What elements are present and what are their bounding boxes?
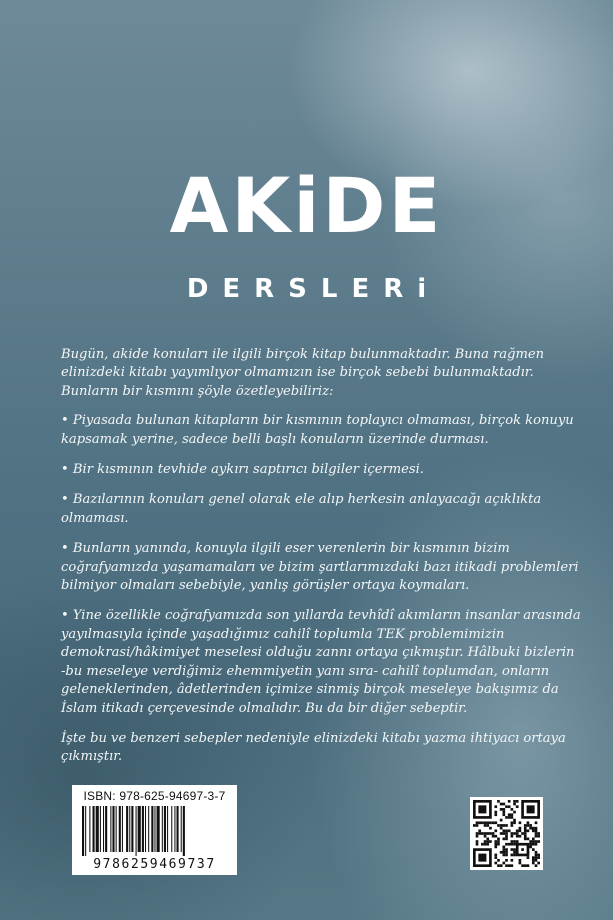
blurb-item: • Piyasada bulunan kitapların bir kısmının toplayıcı olmaması, birçok konuyu kapsamak yerine, sadece belli başlı konuların üzerinde durması. [61, 413, 574, 447]
blurb-item: • Bunların yanında, konuyla ilgili eser verenlerin bir kısmının bizim coğrafyamızda yaşamamaları ve bizim şartlarımızdaki bazı itikadi problemleri bilmiyor olmaları sebebiyle, yanlış görüşler ortaya koymaları. [61, 541, 579, 594]
book-subtitle: DERSLERi [186, 274, 441, 304]
qr-code [470, 797, 543, 870]
back-cover-blurb [61, 346, 581, 779]
isbn-barcode [72, 785, 237, 875]
blurb-intro-line: Bugün, akide konuları ile ilgili birçok kitap bulunmaktadır. Buna rağmen elinizdeki kitabı yayımlıyor olmamızın ise birçok sebebi bulunmaktadır. [61, 347, 545, 381]
isbn-label: ISBN: 978-625-94697-3-7 [83, 789, 226, 803]
barcode-icon [82, 806, 227, 856]
blurb-intro-line: Bunların bir kısmını şöyle özetleyebiliriz: [61, 383, 334, 399]
blurb-item: • Bazılarının konuları genel olarak ele alıp herkesin anlayacağı açıklıkta olmaması. [61, 492, 542, 526]
blurb-intro [61, 346, 581, 401]
book-title: AKiDE [169, 161, 444, 250]
blurb-outro: İşte bu ve benzeri sebepler nedeniyle elinizdeki kitabı yazma ihtiyacı ortaya çıkmıştır. [61, 730, 566, 765]
blurb-item: • Yine özellikle coğrafyamızda son yıllarda tevhîdî akımların insanlar arasında yayılmasıyla içinde yaşadığımız cahilî toplumla TEK problemimizin demokrasi/hâkimiyet meselesi olduğu zannı ortaya çıkmıştır. Hâlbuki bizlerin -bu meseleye verdiğimiz ehemmiyetin yanı sıra- cahilî toplumdan, onların geleneklerinden, âdetlerinden içimize sinmiş birçok meseleye bakışımız da İslam itikadı çerçevesinde olmalıdır. Bu da bir diğer sebeptir. [61, 608, 581, 716]
blurb-item: • Bir kısmının tevhide aykırı saptırıcı bilgiler içermesi. [61, 462, 424, 478]
barcode-digits: 9786259469737 [93, 857, 216, 872]
qr-code-icon [473, 800, 540, 867]
